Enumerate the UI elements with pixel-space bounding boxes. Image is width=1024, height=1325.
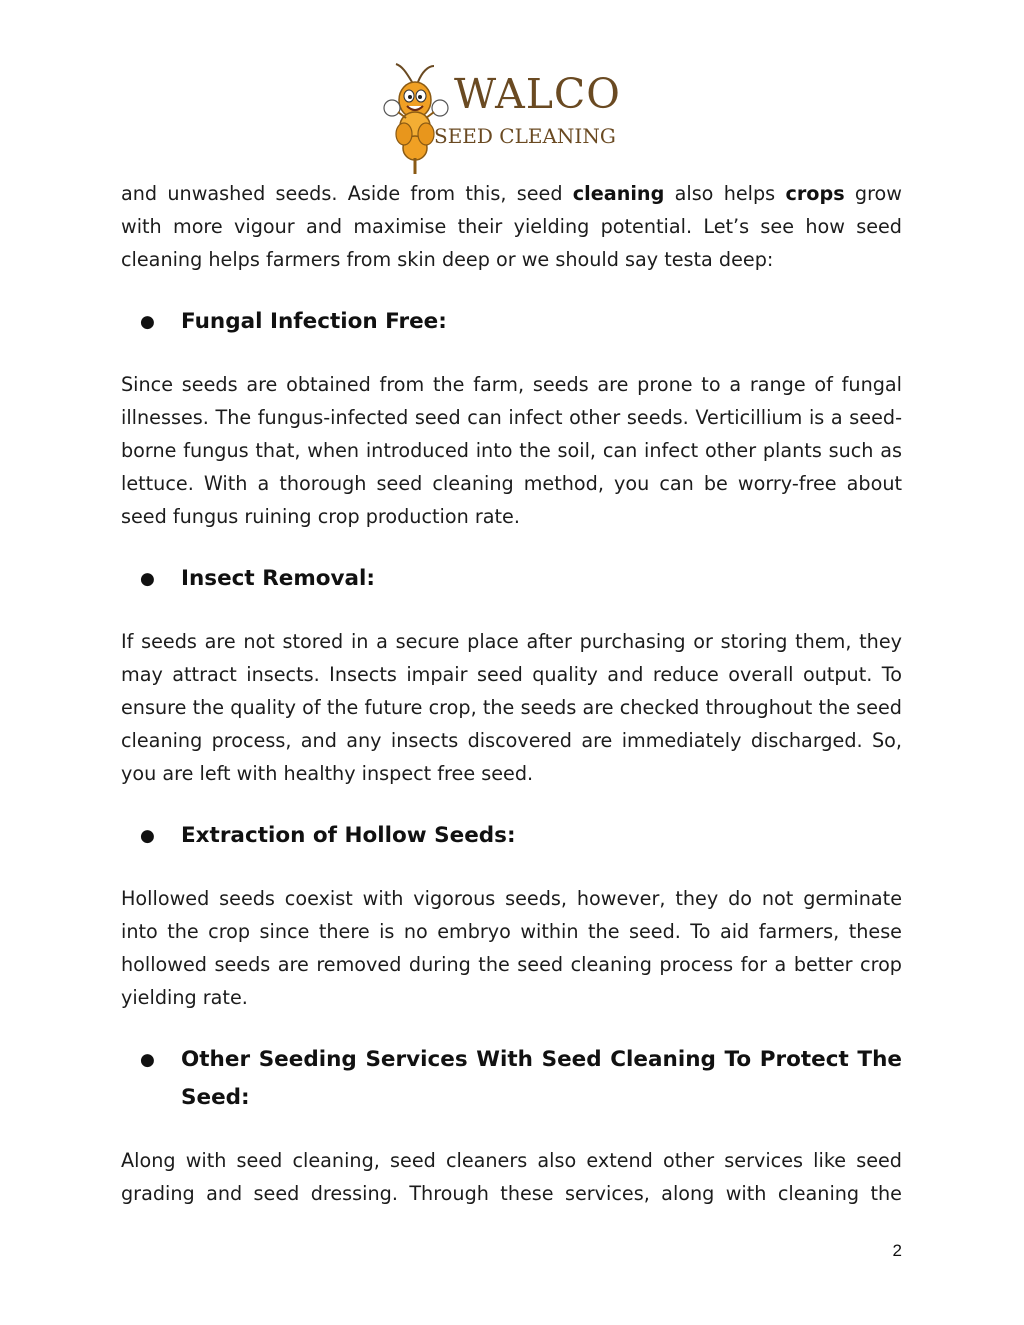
section-body-insect: If seeds are not stored in a secure place after purchasing or storing them, they may attract insects. Insects impair seed quality and reduce overall output. To ensure the quality of the future crop, the seeds are checked throughout the seed cleaning process, and any insects discovered are immediately discharged. So, you are left with healthy inspect free seed. xyxy=(121,630,902,785)
section-heading-fungal xyxy=(121,303,902,341)
intro-text-3: grow with more vigour and maximise their yielding potential. Let’s see how seed cleaning helps farmers from skin deep or we should say testa deep: xyxy=(121,182,902,271)
heading-text: Fungal Infection Free: xyxy=(181,309,447,334)
section-body-hollow: Hollowed seeds coexist with vigorous seeds, however, they do not germinate into the crop since there is no embryo within the seed. To aid farmers, these hollowed seeds are removed during the seed cleaning process for a better crop yielding rate. xyxy=(121,887,902,1009)
section-body-fungal: Since seeds are obtained from the farm, seeds are prone to a range of fungal illnesses. The fungus-infected seed can infect other seeds. Verticillium is a seed-borne fungus that, when introduced into the soil, can infect other plants such as lettuce. With a thorough seed cleaning method, you can be worry-free about seed fungus ruining crop production rate. xyxy=(121,373,902,528)
logo-title: WALCO xyxy=(454,70,621,118)
company-logo xyxy=(382,60,644,176)
bullet-icon: ● xyxy=(140,1050,155,1070)
bullet-icon: ● xyxy=(140,826,155,846)
intro-text-1: and unwashed seeds. Aside from this, seed xyxy=(121,182,573,205)
document-body xyxy=(121,177,902,1210)
bullet-icon: ● xyxy=(140,312,155,332)
wheat-mascot-icon xyxy=(382,60,452,176)
heading-text: Insect Removal: xyxy=(181,566,375,591)
bullet-icon: ● xyxy=(140,569,155,589)
intro-paragraph xyxy=(121,177,902,276)
section-heading-insect xyxy=(121,560,902,598)
intro-bold-cleaning: cleaning xyxy=(572,182,665,205)
heading-text: Extraction of Hollow Seeds: xyxy=(181,823,516,848)
heading-text: Other Seeding Services With Seed Cleaning To Protect The Seed: xyxy=(181,1047,902,1110)
intro-bold-crops: crops xyxy=(785,182,845,205)
page-number: 2 xyxy=(892,1241,902,1260)
section-heading-other-services xyxy=(121,1041,902,1117)
intro-text-2: also helps xyxy=(664,182,786,205)
section-heading-hollow xyxy=(121,817,902,855)
logo-subtitle: SEED CLEANING xyxy=(434,124,616,148)
section-body-other-services: Along with seed cleaning, seed cleaners also extend other services like seed grading and seed dressing. Through these services, along with cleaning the xyxy=(121,1149,902,1205)
